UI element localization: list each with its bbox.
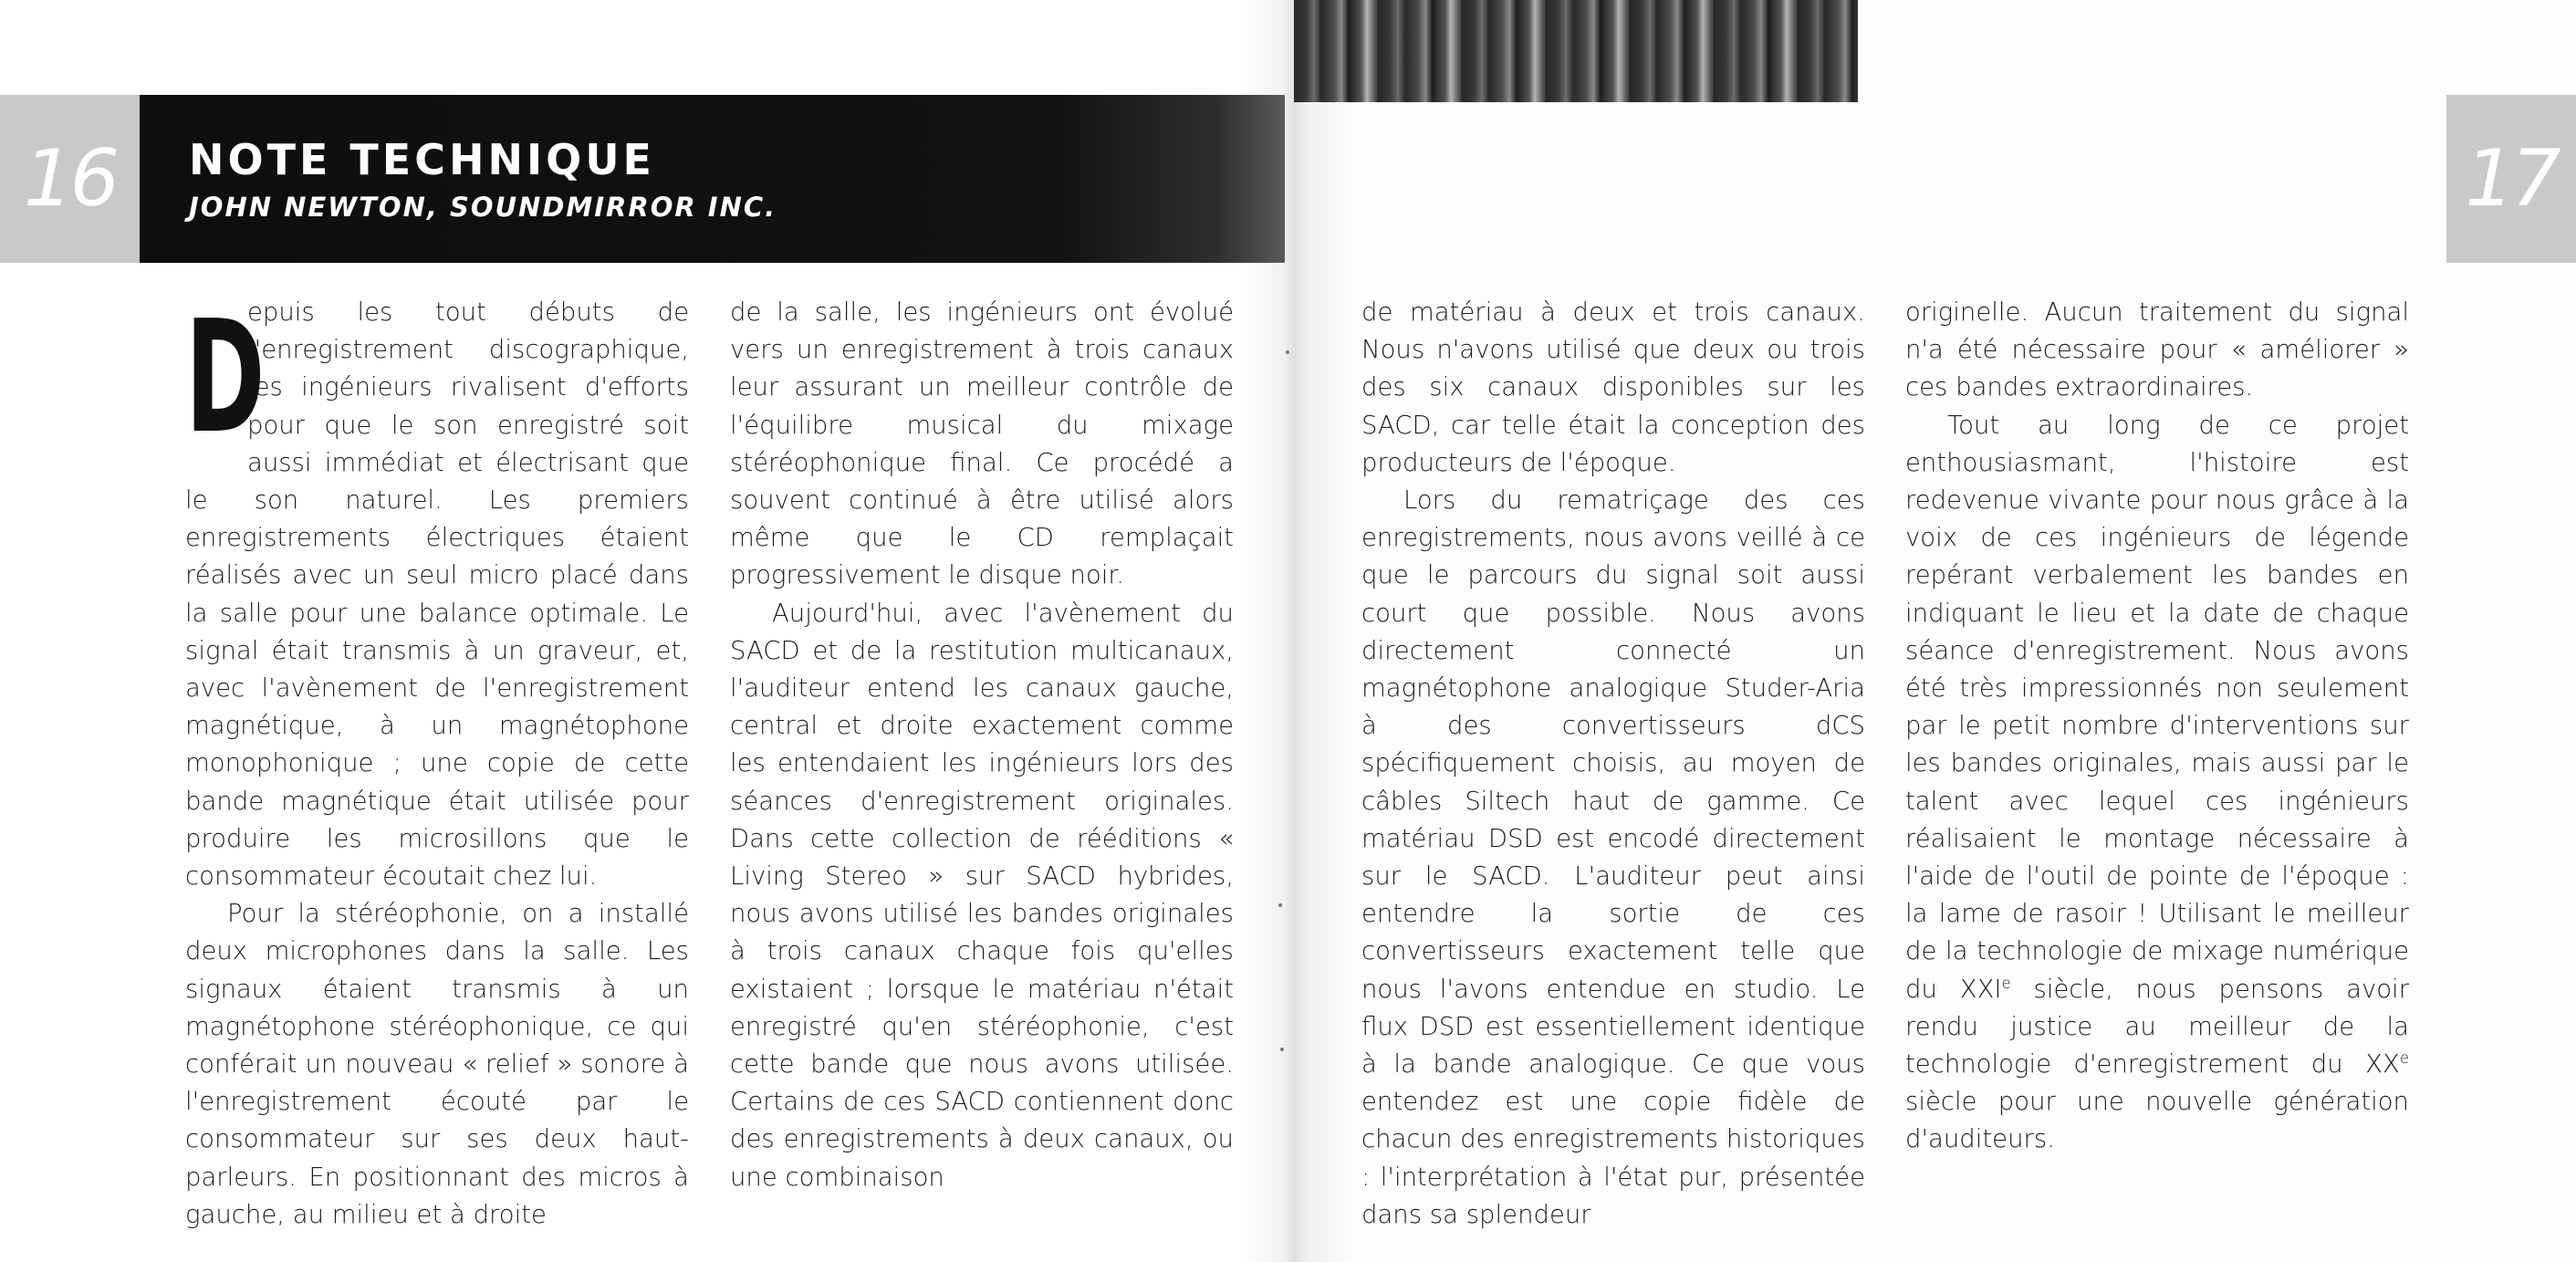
paragraph: Pour la stéréophonie, on a installé deux microphones dans la salle. Les signaux étaient transmis à un magnétophone stéréophonique, ce qui conférait un nouveau « relief » sonore à l'enregistrement écouté par le consommateur sur ses deux haut-parleurs. En positionnant des micros à gauche, au milieu et à droite [185, 899, 689, 1229]
paragraph: epuis les tout débuts de l'enregistrement discographique, les ingénieurs rivalisent d'efforts pour que le son enregistré soit aussi immédiat et électrisant que le son naturel. Les premiers enregistrements électriques étaient réalisés avec un seul micro placé dans la salle pour une balance optimale. Le signal était transmis à un graveur, et, avec l'avènement de l'enregistrement magnétique, à un magnétophone monophonique ; une copie de cette bande magnétique était utilisée pour produire les microsillons que le consommateur écoutait chez lui. [185, 297, 689, 892]
paragraph [1905, 407, 2409, 1159]
superscript: e [2001, 974, 2011, 992]
text-column-2 [730, 294, 1234, 1196]
header-banner [140, 95, 1285, 263]
paragraph: de la salle, les ingénieurs ont évolué vers un enregistrement à trois canaux leur assurant un meilleur contrôle de l'équilibre musical du mixage stéréophonique final. Ce procédé a souvent continué à être utilisé alors même que le CD remplaçait progressivement le disque noir. [730, 297, 1234, 590]
author-line: JOHN NEWTON, SOUNDMIRROR INC. [189, 192, 777, 223]
photo-fragment [1294, 0, 1858, 102]
paragraph: Aujourd'hui, avec l'avènement du SACD et de la restitution multicanaux, l'auditeur entend les canaux gauche, central et droite exactement comme les entendaient les ingénieurs lors des séances d'enregistrement originales. Dans cette collection de rééditions « Living Stereo » sur SACD hybrides, nous avons utilisé les bandes originales à trois canaux chaque fois qu'elles existaient ; lorsque le matériau n'était enregistré qu'en stéréophonie, c'est cette bande que nous avons utilisée. Certains de ces SACD contiennent donc des enregistrements à deux canaux, ou une combinaison [730, 598, 1234, 1192]
scan-speck [1286, 350, 1289, 354]
page-number-left: 16 [0, 95, 140, 263]
page-number-right: 17 [2446, 95, 2576, 263]
superscript: e [2399, 1048, 2409, 1067]
paragraph: Lors du rematriçage des ces enregistrements, nous avons veillé à ce que le parcours du signal soit aussi court que possible. Nous avons directement connecté un magnétophone analogique Studer-Aria à des convertisseurs dCS spécifiquement choisis, au moyen de câbles Siltech haut de gamme. Ce matériau DSD est encodé directement sur le SACD. L'auditeur peut ainsi entendre la sortie de ces convertisseurs exactement telle que nous l'avons entendue en studio. Le flux DSD est essentiellement identique à la bande analogique. Ce que vous entendez est une copie fidèle de chacun des enregistrements historiques : l'interprétation à l'état pur, présentée dans sa splendeur [1361, 485, 1865, 1229]
drop-cap: D [185, 287, 266, 468]
paragraph-text: Tout au long de ce projet enthousiasmant, l'histoire est redevenue vivante pour nous grâce à la voix de ces ingénieurs de légende repérant verbalement les bandes en indiquant le lieu et la date de chaque séance d'enregistrement. Nous avons été très impressionnés non seulement par le petit nombre d'interventions sur les bandes originales, mais aussi par le talent avec lequel ces ingénieurs réalisaient le montage nécessaire à l'aide de l'outil de pointe de l'époque : la lame de rasoir ! Utilisant le meilleur de la technologie de mixage numérique du XXI [1905, 410, 2409, 1004]
text-column-4 [1905, 294, 2409, 1159]
scan-speck [1278, 903, 1282, 907]
page-title: NOTE TECHNIQUE [189, 135, 655, 184]
paragraph-text: siècle pour une nouvelle génération d'auditeurs. [1905, 1087, 2409, 1154]
paragraph: de matériau à deux et trois canaux. Nous n'avons utilisé que deux ou trois des six canaux disponibles sur les SACD, car telle était la conception des producteurs de l'époque. [1361, 297, 1865, 477]
text-column-1 [185, 287, 689, 1234]
paragraph-text: siècle, nous pensons avoir rendu justice au meilleur de la technologie d'enregistrement du XX [1905, 974, 2409, 1079]
scan-speck [1280, 1048, 1284, 1051]
text-column-3 [1361, 294, 1865, 1234]
paragraph: originelle. Aucun traitement du signal n'a été nécessaire pour « améliorer » ces bandes extraordinaires. [1905, 297, 2409, 402]
